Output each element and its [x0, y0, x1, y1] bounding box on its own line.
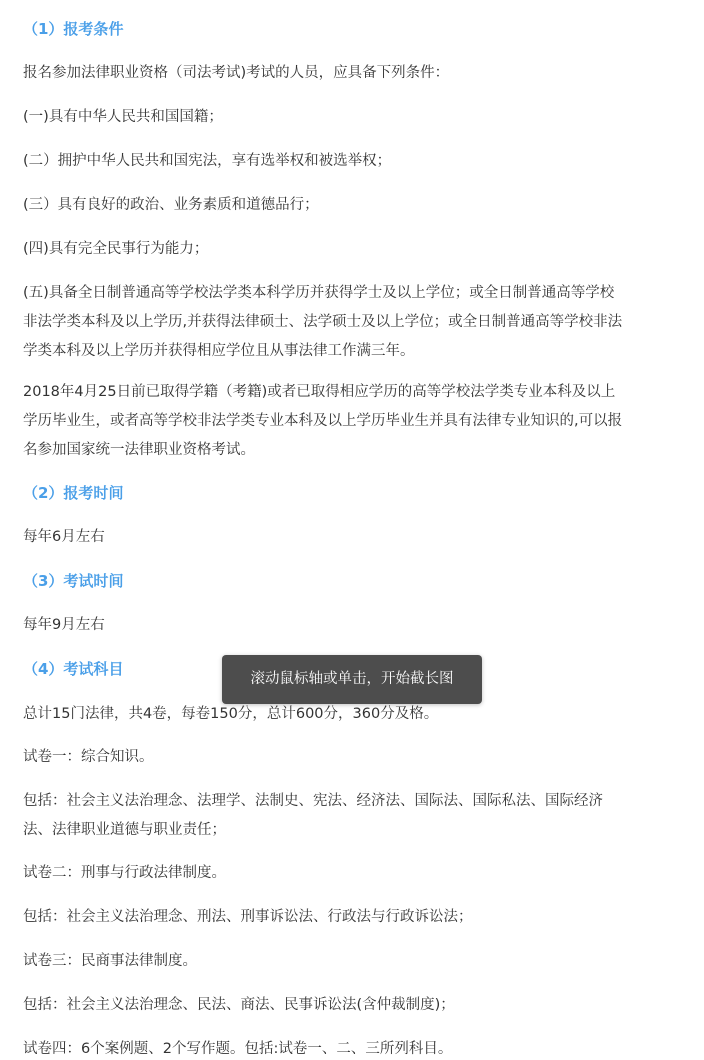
section-heading-registration-time: （2）报考时间	[23, 484, 124, 502]
paragraph-intro: 报名参加法律职业资格（司法考试)考试的人员，应具备下列条件：	[23, 65, 450, 81]
long-screenshot-toast[interactable]: 滚动鼠标轴或单击，开始截长图	[222, 655, 482, 704]
condition-3: (三）具有良好的政治、业务素质和道德品行；	[23, 197, 319, 213]
registration-time-text: 每年6月左右	[23, 529, 105, 545]
section-heading-requirements: （1）报考条件	[23, 20, 124, 38]
paper-3: 试卷三：民商事法律制度。	[23, 953, 197, 969]
exam-time-text: 每年9月左右	[23, 617, 105, 633]
paper-2-includes: 包括：社会主义法治理念、刑法、刑事诉讼法、行政法与行政诉讼法；	[23, 909, 473, 925]
condition-5-line-3: 学类本科及以上学历并获得相应学位且从事法律工作满三年。	[23, 343, 415, 359]
section-heading-exam-subjects: （4）考试科目	[23, 660, 124, 678]
paper-1-includes-line-1: 包括：社会主义法治理念、法理学、法制史、宪法、经济法、国际法、国际私法、国际经济	[23, 793, 603, 809]
paper-3-includes: 包括：社会主义法治理念、民法、商法、民事诉讼法(含仲裁制度)；	[23, 997, 455, 1013]
condition-1: (一)具有中华人民共和国国籍；	[23, 109, 223, 125]
paper-1-includes-line-2: 法、法律职业道德与职业责任；	[23, 822, 226, 838]
condition-5-line-2: 非法学类本科及以上学历,并获得法律硕士、法学硕士及以上学位；或全日制普通高等学校非法	[23, 314, 623, 330]
paper-1: 试卷一：综合知识。	[23, 749, 154, 765]
condition-5-line-1: (五)具备全日制普通高等学校法学类本科学历并获得学士及以上学位；或全日制普通高等学校	[23, 285, 615, 301]
section-heading-exam-time: （3）考试时间	[23, 572, 124, 590]
note-line-1: 2018年4月25日前已取得学籍（考籍)或者已取得相应学历的高等学校法学类专业本科及以上	[23, 384, 616, 400]
note-line-2: 学历毕业生，或者高等学校非法学类专业本科及以上学历毕业生并具有法律专业知识的,可以报	[23, 413, 623, 429]
paper-2: 试卷二：刑事与行政法律制度。	[23, 865, 226, 881]
condition-2: (二）拥护中华人民共和国宪法，享有选举权和被选举权；	[23, 153, 392, 169]
paper-4: 试卷四：6个案例题、2个写作题。包括:试卷一、二、三所列科目。	[23, 1041, 453, 1057]
note-line-3: 名参加国家统一法律职业资格考试。	[23, 442, 255, 458]
condition-4: (四)具有完全民事行为能力；	[23, 241, 209, 257]
subjects-total: 总计15门法律，共4卷，每卷150分，总计600分，360分及格。	[23, 706, 439, 722]
